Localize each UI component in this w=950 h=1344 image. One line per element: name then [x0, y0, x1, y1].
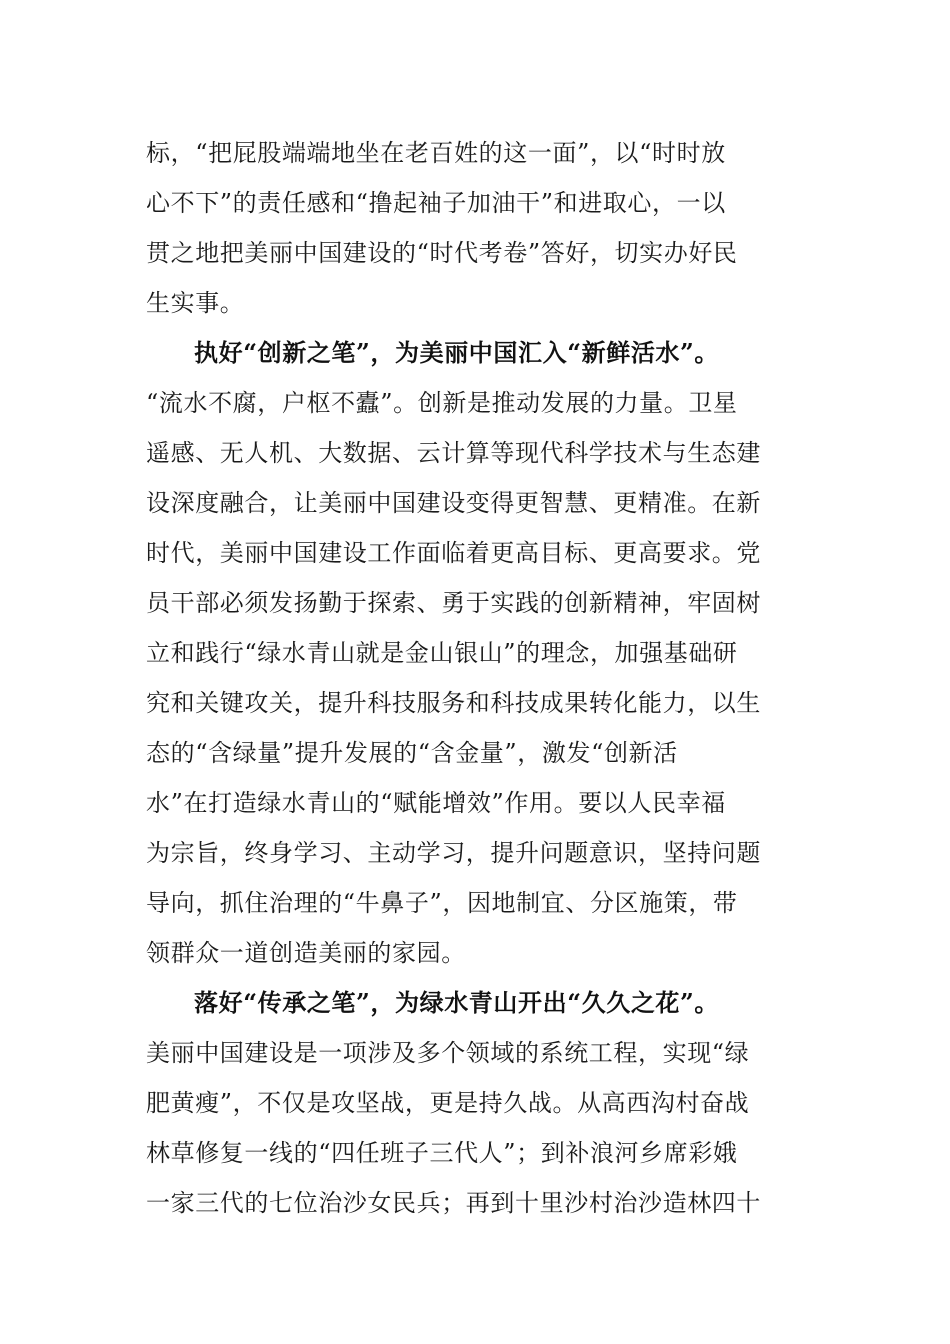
body-text-line: 遥感、无人机、大数据、云计算等现代科学技术与生态建: [146, 439, 761, 467]
body-text-line: 设深度融合，让美丽中国建设变得更智慧、更精准。在新: [146, 489, 761, 517]
body-text-line: 水”在打造绿水青山的“赋能增效”作用。要以人民幸福: [146, 789, 726, 817]
body-text-line: 肥黄瘦”，不仅是攻坚战，更是持久战。从高西沟村奋战: [146, 1089, 750, 1117]
body-text-line: 一家三代的七位治沙女民兵；再到十里沙村治沙造林四十: [146, 1189, 761, 1217]
body-text-line: 标，“把屁股端端地坐在老百姓的这一面”，以“时时放: [146, 139, 726, 167]
section-heading-line: 落好“传承之笔”，为绿水青山开出“久久之花”。: [194, 988, 720, 1017]
body-text-line: 态的“含绿量”提升发展的“含金量”，激发“创新活: [146, 739, 678, 767]
body-text-line: 生实事。: [146, 289, 245, 317]
section-heading-line: 执好“创新之笔”，为美丽中国汇入“新鲜活水”。: [194, 338, 720, 367]
body-text-line: “流水不腐，户枢不蠹”。创新是推动发展的力量。卫星: [146, 389, 738, 417]
body-text-line: 心不下”的责任感和“撸起袖子加油干”和进取心，一以: [146, 189, 726, 217]
body-text-line: 贯之地把美丽中国建设的“时代考卷”答好，切实办好民: [146, 239, 738, 267]
body-text-line: 时代，美丽中国建设工作面临着更高目标、更高要求。党: [146, 539, 761, 567]
document-body: [146, 128, 786, 1228]
body-text-line: 导向，抓住治理的“牛鼻子”，因地制宜、分区施策，带: [146, 889, 738, 917]
body-text-line: 领群众一道创造美丽的家园。: [146, 939, 466, 967]
body-text-line: 美丽中国建设是一项涉及多个领域的系统工程，实现“绿: [146, 1039, 750, 1067]
body-text-line: 为宗旨，终身学习、主动学习，提升问题意识，坚持问题: [146, 839, 761, 867]
body-text-line: 立和践行“绿水青山就是金山银山”的理念，加强基础研: [146, 639, 738, 667]
body-text-line: 员干部必须发扬勤于探索、勇于实践的创新精神，牢固树: [146, 589, 761, 617]
body-text-line: 林草修复一线的“四任班子三代人”；到补浪河乡席彩娥: [146, 1139, 738, 1167]
body-text-line: 究和关键攻关，提升科技服务和科技成果转化能力，以生: [146, 689, 761, 717]
